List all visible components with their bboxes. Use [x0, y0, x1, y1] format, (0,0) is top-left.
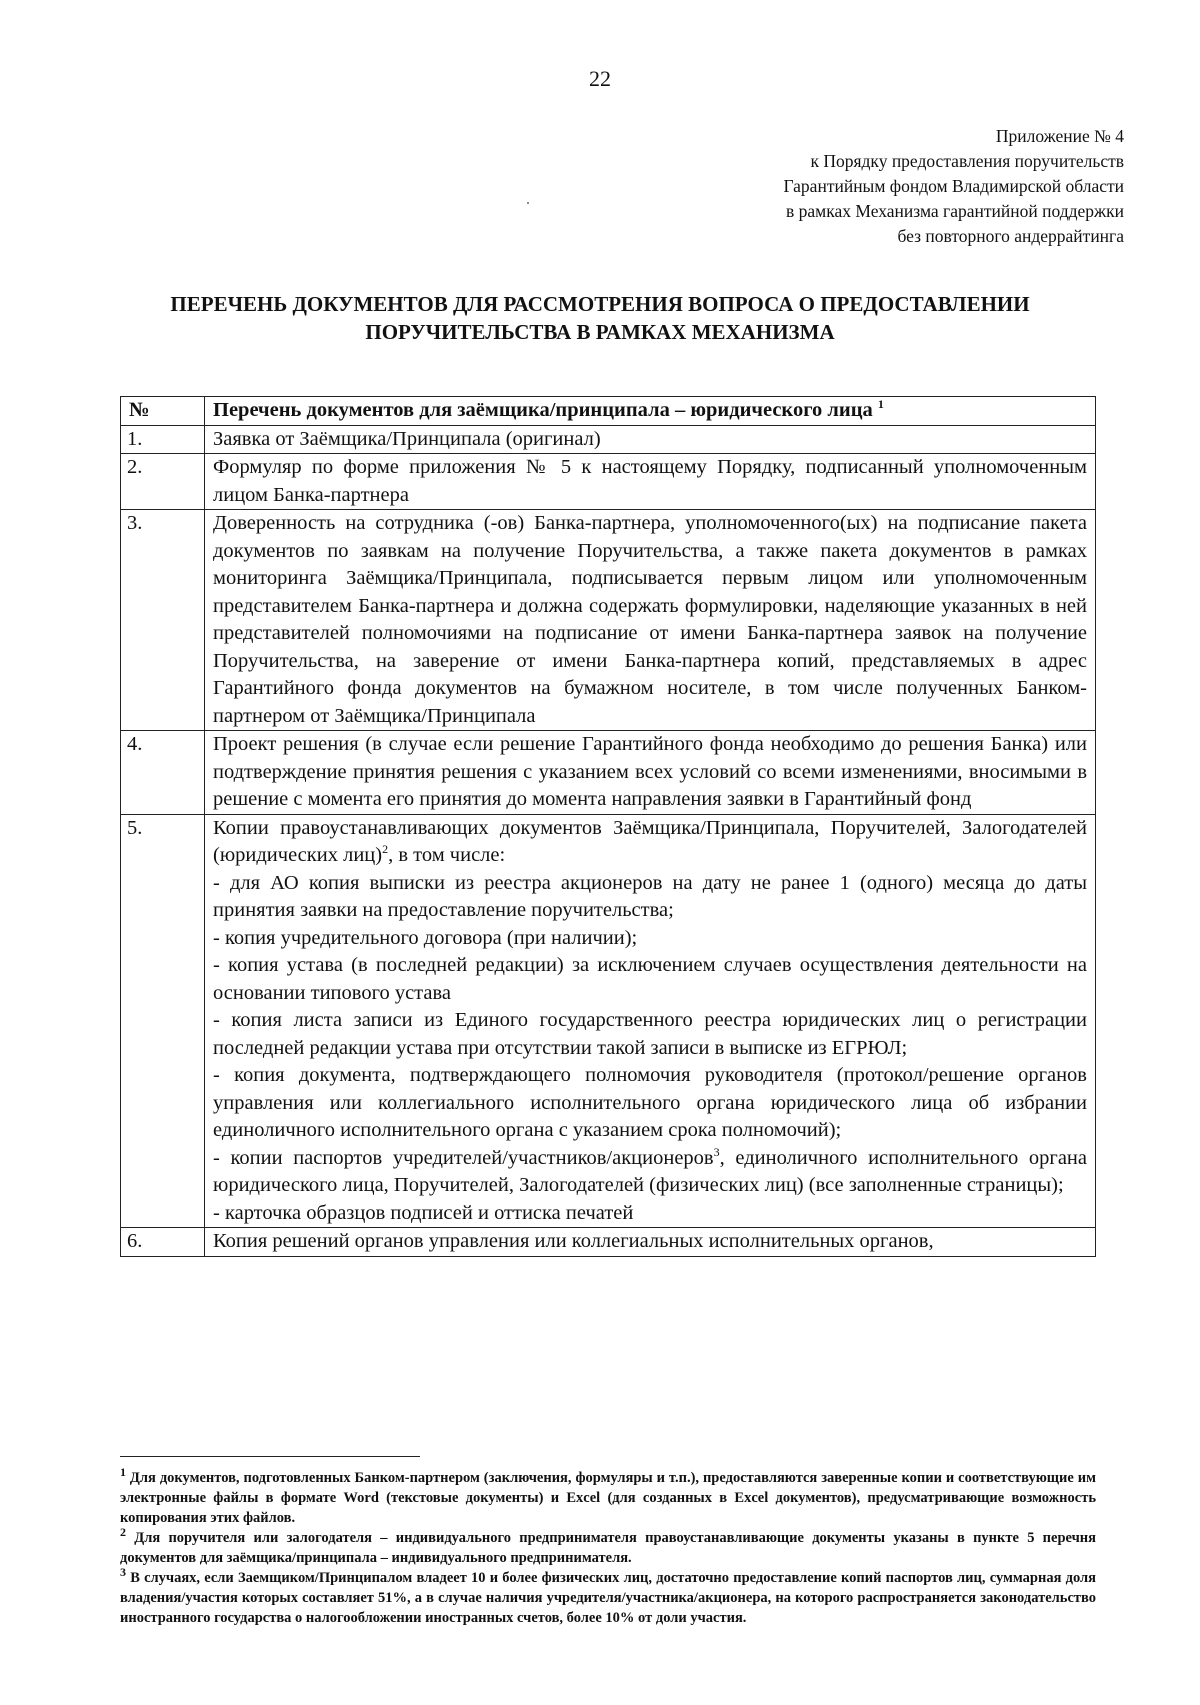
row-number: 6. [121, 1228, 205, 1257]
footnote-ref-2: 2 [382, 842, 389, 857]
footnote-mark: 2 [120, 1525, 126, 1540]
table-header-row [121, 397, 1096, 426]
appendix-line: в рамках Механизма гарантийной поддержки [786, 201, 1124, 221]
footnote-separator [120, 1456, 420, 1457]
document-title [80, 290, 1120, 346]
list-item: - для АО копия выписки из реестра акционеров на дату не ранее 1 (одного) месяца до даты принятия заявки на предоставление поручительства; [213, 871, 1087, 921]
row-number: 4. [121, 731, 205, 815]
list-item-tail: , единоличного исполнительного органа юридического лица, Поручителей, Залогодателей (физических лиц) (все заполненные страницы); [213, 1146, 1087, 1196]
row-intro-text: Копии правоустанавливающих документов Заёмщика/Принципала, Поручителей, Залогодателей (юридических лиц) [213, 816, 1087, 866]
row-number: 3. [121, 510, 205, 731]
list-item: - копия устава (в последней редакции) за исключением случаев осуществления деятельности на основании типового устава [213, 954, 1087, 1004]
row-text [205, 814, 1096, 1228]
row-intro-tail: , в том числе: [388, 844, 506, 866]
list-item [213, 1145, 1087, 1200]
table-row [121, 510, 1096, 731]
footnote-text: В случаях, если Заемщиком/Принципалом владеет 10 и более физических лиц, достаточно предоставление копий паспортов лиц, суммарная доля владения/участия которых составляет 51%, а в случае наличия учредителя/участника/акционера, на которого распространяется законодательство иностранного государства о налогообложении иностранных счетов, более 10% от доли участия. [120, 1570, 1096, 1626]
title-line-1: ПЕРЕЧЕНЬ ДОКУМЕНТОВ ДЛЯ РАССМОТРЕНИЯ ВОПРОСА О ПРЕДОСТАВЛЕНИИ [170, 292, 1030, 316]
documents-table [120, 396, 1096, 1257]
footnote-mark: 3 [120, 1565, 126, 1580]
title-line-2: ПОРУЧИТЕЛЬСТВА В РАМКАХ МЕХАНИЗМА [365, 320, 835, 344]
table-row [121, 425, 1096, 454]
table-row [121, 814, 1096, 1228]
list-item: - копия листа записи из Единого государственного реестра юридических лиц о регистрации последней редакции устава при отсутствии такой записи в выписке из ЕГРЮЛ; [213, 1009, 1087, 1059]
row-intro [213, 815, 1087, 870]
appendix-header [564, 124, 1124, 249]
footnote-mark: 1 [120, 1465, 126, 1480]
header-title-text: Перечень документов для заёмщика/принципала – юридического лица [213, 399, 873, 421]
footnotes [120, 1465, 1096, 1628]
appendix-line: без повторного андеррайтинга [897, 226, 1124, 246]
row-number: 1. [121, 425, 205, 454]
appendix-line: к Порядку предоставления поручительств [810, 151, 1124, 171]
row-number: 5. [121, 814, 205, 1228]
table-row [121, 731, 1096, 815]
appendix-line: Приложение № 4 [995, 126, 1124, 146]
list-item-text: - копии паспортов учредителей/участников/акционеров [213, 1146, 714, 1169]
list-item: - копия документа, подтверждающего полномочия руководителя (протокол/решение органов управления или коллегиального исполнительного органа юридического лица об избрании единоличного исполнительного органа с указанием срока полномочий); [213, 1064, 1087, 1141]
header-number: № [121, 397, 205, 426]
footnote-ref-1: 1 [877, 397, 884, 412]
list-item: - карточка образцов подписей и оттиска печатей [213, 1201, 634, 1224]
table-row [121, 454, 1096, 510]
table-row [121, 1228, 1096, 1257]
page-number: 22 [589, 66, 611, 91]
row-text: Заявка от Заёмщика/Принципала (оригинал) [205, 425, 1096, 454]
footnote-ref-3: 3 [713, 1144, 720, 1159]
row-text: Копия решений органов управления или коллегиальных исполнительных органов, [205, 1228, 1096, 1257]
row-text: Доверенность на сотрудника (-ов) Банка-партнера, уполномоченного(ых) на подписание пакета документов по заявкам на получение Поручительства, а также пакета документов в рамках мониторинга Заёмщика/Принципала, подписывается первым лицом или уполномоченным представителем Банка-партнера и должна содержать формулировки, наделяющие указанных в ней представителей полномочиями на подписание от имени Банка-партнера заявок на получение Поручительства, на заверение от имени Банка-партнера копий, представляемых в адрес Гарантийного фонда документов на бумажном носителе, в том числе полученных Банком-партнером от Заёмщика/Принципала [205, 510, 1096, 731]
row-text: Формуляр по форме приложения № 5 к настоящему Порядку, подписанный уполномоченным лицом Банка-партнера [205, 454, 1096, 510]
header-title [205, 397, 1096, 426]
row-text: Проект решения (в случае если решение Гарантийного фонда необходимо до решения Банка) или подтверждение принятия решения с указанием всех условий со всеми изменениями, вносимыми в решение с момента его принятия до момента направления заявки в Гарантийный фонд [205, 731, 1096, 815]
footnote-2 [120, 1525, 1096, 1568]
appendix-line: Гарантийным фондом Владимирской области [783, 176, 1124, 196]
row-number: 2. [121, 454, 205, 510]
scan-speck [527, 202, 529, 204]
footnote-3 [120, 1565, 1096, 1628]
footnote-text: Для документов, подготовленных Банком-партнером (заключения, формуляры и т.п.), предоставляются заверенные копии и соответствующие им электронные файлы в формате Word (текстовые документы) и Excel (для созданных в Excel документов), предусматривающие возможность копирования этих файлов. [120, 1470, 1096, 1526]
footnote-1 [120, 1465, 1096, 1528]
list-item: - копия учредительного договора (при наличии); [213, 926, 638, 949]
footnote-text: Для поручителя или залогодателя – индивидуального предпринимателя правоустанавливающие документы указаны в пункте 5 перечня документов для заёмщика/принципала – индивидуального предпринимателя. [120, 1530, 1096, 1566]
